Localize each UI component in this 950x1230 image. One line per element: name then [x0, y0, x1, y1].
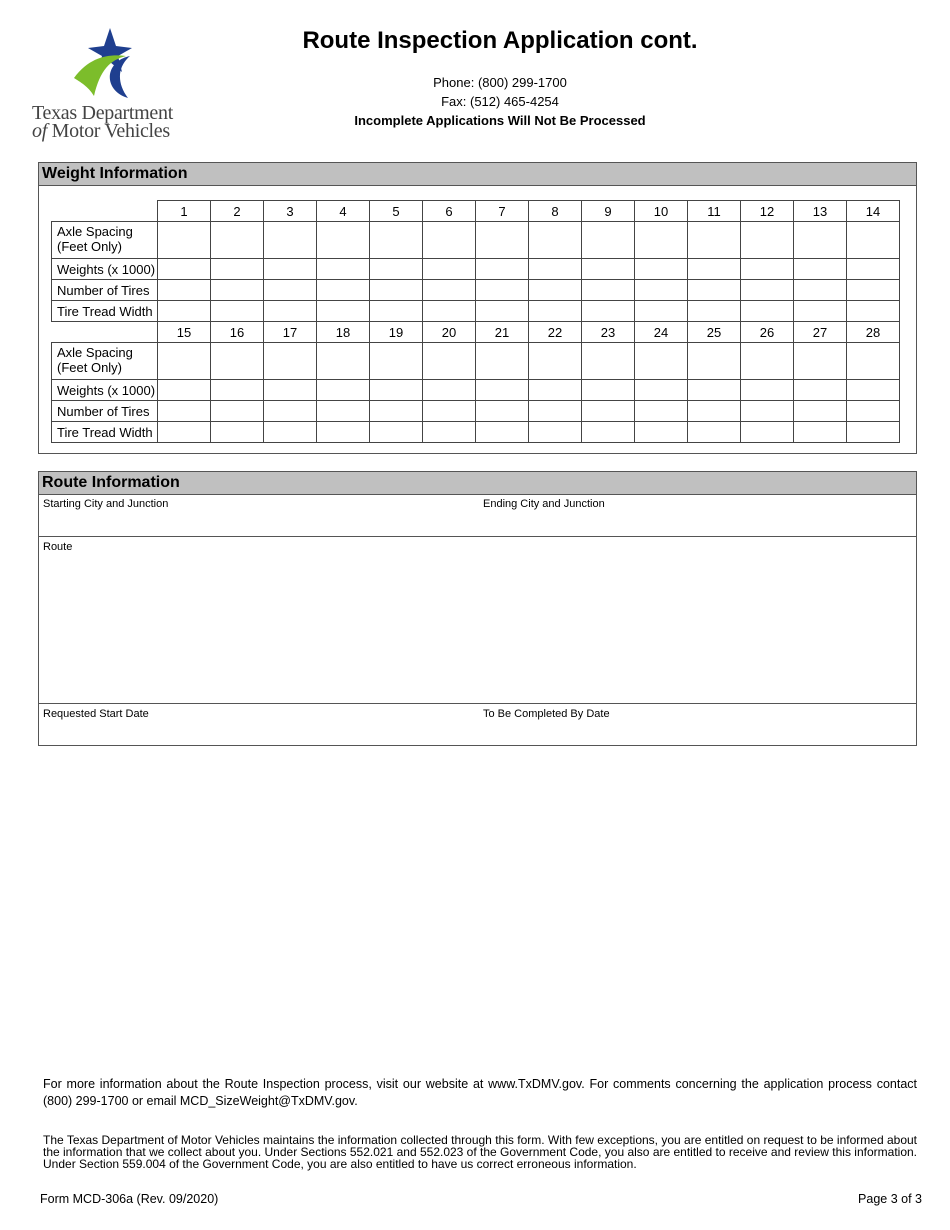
axle-number: 24: [635, 322, 688, 343]
row-label: Axle Spacing (Feet Only): [52, 222, 158, 259]
axle-number-row: [52, 201, 900, 222]
weight-input-cell[interactable]: [370, 380, 423, 401]
weight-input-cell[interactable]: [582, 422, 635, 443]
info-paragraph: For more information about the Route Inspection process, visit our website at www.TxDMV.gov. For comments concerning the application process contact (800) 299-1700 or email MCD_SizeWeight@TxDMV.gov.: [43, 1077, 917, 1108]
corner-blank: [52, 201, 158, 222]
row-label: Tire Tread Width: [52, 422, 158, 443]
weight-input-cell[interactable]: [529, 422, 582, 443]
weight-input-cell[interactable]: [264, 343, 317, 380]
axle-number: 3: [264, 201, 317, 222]
weight-input-cell[interactable]: [423, 280, 476, 301]
weight-input-cell[interactable]: [476, 343, 529, 380]
row-label: Number of Tires: [52, 280, 158, 301]
weight-heading: Weight Information: [39, 163, 916, 186]
weight-input-cell[interactable]: [317, 259, 370, 280]
axle-number: 18: [317, 322, 370, 343]
weight-input-cell[interactable]: [529, 222, 582, 259]
route-heading: Route Information: [39, 472, 916, 495]
weight-input-cell[interactable]: [794, 301, 847, 322]
weight-input-cell[interactable]: [158, 222, 211, 259]
weight-input-cell[interactable]: [688, 401, 741, 422]
weight-input-cell[interactable]: [264, 422, 317, 443]
weight-input-cell[interactable]: [476, 301, 529, 322]
weight-input-cell[interactable]: [741, 259, 794, 280]
weight-row: [52, 422, 900, 443]
weight-input-cell[interactable]: [211, 343, 264, 380]
weight-input-cell[interactable]: [264, 380, 317, 401]
weight-input-cell[interactable]: [264, 222, 317, 259]
weight-row: [52, 301, 900, 322]
weight-input-cell[interactable]: [635, 343, 688, 380]
weight-input-cell[interactable]: [529, 401, 582, 422]
weight-input-cell[interactable]: [582, 343, 635, 380]
weight-input-cell[interactable]: [317, 301, 370, 322]
weight-information-section: [38, 162, 917, 454]
axle-number: 11: [688, 201, 741, 222]
weight-input-cell[interactable]: [635, 222, 688, 259]
weight-input-cell[interactable]: [529, 280, 582, 301]
weight-input-cell[interactable]: [794, 280, 847, 301]
weight-input-cell[interactable]: [847, 422, 900, 443]
weight-input-cell[interactable]: [317, 422, 370, 443]
weight-input-cell[interactable]: [423, 401, 476, 422]
weight-input-cell[interactable]: [158, 259, 211, 280]
weight-input-cell[interactable]: [158, 422, 211, 443]
fax-number: Fax: (512) 465-4254: [441, 94, 559, 109]
weight-input-cell[interactable]: [794, 259, 847, 280]
axle-number: 14: [847, 201, 900, 222]
corner-blank: [52, 322, 158, 343]
axle-number: 19: [370, 322, 423, 343]
weight-input-cell[interactable]: [476, 422, 529, 443]
weight-input-cell[interactable]: [370, 280, 423, 301]
weight-input-cell[interactable]: [847, 401, 900, 422]
axle-number: 16: [211, 322, 264, 343]
weight-input-cell[interactable]: [741, 422, 794, 443]
weight-row: [52, 280, 900, 301]
weight-input-cell[interactable]: [741, 380, 794, 401]
phone-number: Phone: (800) 299-1700: [433, 75, 567, 90]
weight-input-cell[interactable]: [582, 380, 635, 401]
row-label: Number of Tires: [52, 401, 158, 422]
axle-number: 1: [158, 201, 211, 222]
weight-input-cell[interactable]: [794, 222, 847, 259]
weight-input-cell[interactable]: [635, 401, 688, 422]
weight-input-cell[interactable]: [688, 301, 741, 322]
axle-number-row: [52, 322, 900, 343]
weight-input-cell[interactable]: [211, 380, 264, 401]
weight-input-cell[interactable]: [847, 380, 900, 401]
weight-input-cell[interactable]: [847, 301, 900, 322]
weight-input-cell[interactable]: [423, 343, 476, 380]
weight-input-cell[interactable]: [582, 280, 635, 301]
weight-input-cell[interactable]: [211, 301, 264, 322]
axle-number: 15: [158, 322, 211, 343]
axle-number: 2: [211, 201, 264, 222]
weight-input-cell[interactable]: [317, 222, 370, 259]
axle-number: 8: [529, 201, 582, 222]
weight-input-cell[interactable]: [847, 222, 900, 259]
weight-input-cell[interactable]: [211, 401, 264, 422]
weight-input-cell[interactable]: [582, 401, 635, 422]
axle-number: 28: [847, 322, 900, 343]
weight-input-cell[interactable]: [688, 259, 741, 280]
weight-input-cell[interactable]: [476, 259, 529, 280]
weight-input-cell[interactable]: [211, 280, 264, 301]
axle-number: 17: [264, 322, 317, 343]
weight-input-cell[interactable]: [794, 343, 847, 380]
weight-input-cell[interactable]: [370, 259, 423, 280]
row-label: Axle Spacing (Feet Only): [52, 343, 158, 380]
weight-input-cell[interactable]: [688, 422, 741, 443]
weight-input-cell[interactable]: [423, 380, 476, 401]
weight-input-cell[interactable]: [476, 222, 529, 259]
weight-input-cell[interactable]: [794, 401, 847, 422]
start-date-field[interactable]: Requested Start Date: [43, 708, 149, 720]
weight-input-cell[interactable]: [741, 222, 794, 259]
weight-input-cell[interactable]: [264, 401, 317, 422]
axle-number: 25: [688, 322, 741, 343]
weight-input-cell[interactable]: [688, 280, 741, 301]
weight-input-cell[interactable]: [370, 222, 423, 259]
weight-input-cell[interactable]: [688, 222, 741, 259]
weight-input-cell[interactable]: [158, 301, 211, 322]
axle-number: 4: [317, 201, 370, 222]
privacy-notice: The Texas Department of Motor Vehicles maintains the information collected through this form. With few exceptions, you are entitled on request to be informed about the information that we collect about you. Under Sections 552.021 and 552.023 of the Government Code, you also are entitled to receive and review this information. Under Section 559.004 of the Government Code, you are also entitled to have us correct erroneous information.: [43, 1133, 917, 1171]
weight-row: [52, 343, 900, 380]
axle-number: 21: [476, 322, 529, 343]
weight-input-cell[interactable]: [158, 401, 211, 422]
incomplete-warning: Incomplete Applications Will Not Be Processed: [354, 113, 646, 128]
weight-input-cell[interactable]: [847, 280, 900, 301]
route-information-section: [38, 471, 917, 746]
page-title: Route Inspection Application cont.: [302, 27, 698, 54]
weight-input-cell[interactable]: [741, 343, 794, 380]
starting-city-field[interactable]: Starting City and Junction: [43, 498, 169, 510]
txdmv-logo: [30, 26, 190, 141]
weight-input-cell[interactable]: [582, 301, 635, 322]
row-label: Weights (x 1000): [52, 259, 158, 280]
weight-input-cell[interactable]: [158, 280, 211, 301]
weight-input-cell[interactable]: [317, 280, 370, 301]
divider: [39, 536, 916, 537]
weight-input-cell[interactable]: [635, 259, 688, 280]
weight-input-cell[interactable]: [529, 259, 582, 280]
weight-input-cell[interactable]: [635, 280, 688, 301]
weight-input-cell[interactable]: [264, 259, 317, 280]
weight-input-cell[interactable]: [476, 401, 529, 422]
weight-input-cell[interactable]: [317, 401, 370, 422]
weight-input-cell[interactable]: [317, 343, 370, 380]
weight-input-cell[interactable]: [794, 422, 847, 443]
weight-input-cell[interactable]: [529, 343, 582, 380]
axle-number: 23: [582, 322, 635, 343]
logo-text-line2: [32, 120, 170, 143]
axle-number: 7: [476, 201, 529, 222]
weight-input-cell[interactable]: [847, 343, 900, 380]
page-number: Page 3 of 3: [858, 1192, 922, 1206]
weight-input-cell[interactable]: [741, 280, 794, 301]
weight-input-cell[interactable]: [635, 422, 688, 443]
weight-input-cell[interactable]: [688, 380, 741, 401]
completion-date-field[interactable]: To Be Completed By Date: [483, 708, 610, 720]
weight-input-cell[interactable]: [423, 259, 476, 280]
weight-input-cell[interactable]: [158, 380, 211, 401]
weight-input-cell[interactable]: [370, 343, 423, 380]
weight-input-cell[interactable]: [423, 222, 476, 259]
row-label: Tire Tread Width: [52, 301, 158, 322]
weight-input-cell[interactable]: [476, 380, 529, 401]
axle-number: 6: [423, 201, 476, 222]
weight-input-cell[interactable]: [794, 380, 847, 401]
axle-number: 20: [423, 322, 476, 343]
row-label: Weights (x 1000): [52, 380, 158, 401]
weight-table: [51, 200, 900, 443]
weight-input-cell[interactable]: [370, 422, 423, 443]
logo-of: of: [32, 120, 47, 142]
weight-input-cell[interactable]: [635, 380, 688, 401]
weight-input-cell[interactable]: [741, 301, 794, 322]
weight-input-cell[interactable]: [741, 401, 794, 422]
weight-row: [52, 222, 900, 259]
weight-input-cell[interactable]: [635, 301, 688, 322]
axle-number: 9: [582, 201, 635, 222]
weight-input-cell[interactable]: [370, 401, 423, 422]
weight-input-cell[interactable]: [211, 222, 264, 259]
axle-number: 27: [794, 322, 847, 343]
axle-number: 10: [635, 201, 688, 222]
weight-input-cell[interactable]: [582, 222, 635, 259]
weight-input-cell[interactable]: [211, 259, 264, 280]
weight-input-cell[interactable]: [582, 259, 635, 280]
weight-row: [52, 259, 900, 280]
axle-number: 13: [794, 201, 847, 222]
route-field[interactable]: Route: [43, 541, 73, 553]
weight-row: [52, 380, 900, 401]
axle-number: 22: [529, 322, 582, 343]
axle-number: 5: [370, 201, 423, 222]
weight-row: [52, 401, 900, 422]
weight-input-cell[interactable]: [370, 301, 423, 322]
logo-motor-vehicles: Motor Vehicles: [46, 120, 170, 142]
weight-input-cell[interactable]: [264, 280, 317, 301]
weight-input-cell[interactable]: [529, 301, 582, 322]
weight-input-cell[interactable]: [317, 380, 370, 401]
logo-text-line1: Texas Department: [32, 102, 173, 124]
star-logo-icon: [70, 26, 160, 101]
weight-input-cell[interactable]: [264, 301, 317, 322]
weight-input-cell[interactable]: [476, 280, 529, 301]
divider: [39, 703, 916, 704]
axle-number: 12: [741, 201, 794, 222]
form-number: Form MCD-306a (Rev. 09/2020): [40, 1192, 219, 1206]
weight-input-cell[interactable]: [211, 422, 264, 443]
weight-input-cell[interactable]: [423, 422, 476, 443]
weight-input-cell[interactable]: [688, 343, 741, 380]
weight-input-cell[interactable]: [847, 259, 900, 280]
weight-input-cell[interactable]: [158, 343, 211, 380]
ending-city-field[interactable]: Ending City and Junction: [483, 498, 605, 510]
axle-number: 26: [741, 322, 794, 343]
weight-input-cell[interactable]: [423, 301, 476, 322]
weight-input-cell[interactable]: [529, 380, 582, 401]
